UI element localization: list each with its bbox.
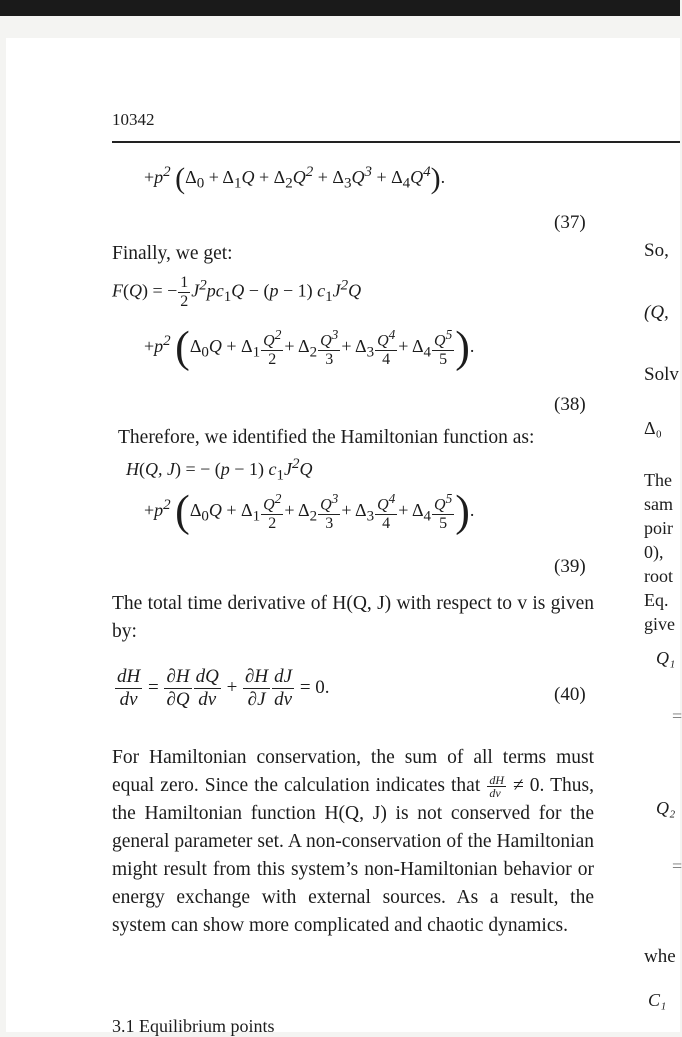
- header-rule: [112, 141, 680, 143]
- right-column-line: Eq.: [644, 590, 669, 610]
- right-column-line: (Q,: [644, 302, 669, 323]
- paragraph-conservation: [112, 744, 594, 940]
- text-finally: Finally, we get:: [112, 243, 233, 264]
- right-column-line: sam: [644, 494, 673, 514]
- paragraph-conservation-part-a: For Hamiltonian conservation, the sum of all terms must equal zero. Since the calculation indicates that: [112, 747, 594, 796]
- text-total-derivative: The total time derivative of H(Q, J) with respect to v is given by:: [112, 593, 594, 642]
- equation-38-line-1: F(Q) = − $\frac{1}{2}$ $J^2pc_1Q - (p - 1)$ $c_1J^2Q$: [112, 274, 362, 310]
- equation-37-number: (37): [554, 212, 586, 233]
- equation-39-number: (39): [554, 556, 586, 577]
- paragraph-conservation-part-b: ≠ 0. Thus, the Hamiltonian function H(Q, J) is not conserved for the general parameter set. A non-conservation of the Hamiltonian might result from this system’s non-Hamiltonian behavior or energy exchange with external sources. As a result, the system can show more complicated and chaotic dynamics.: [112, 775, 595, 936]
- right-column-line: =: [672, 856, 682, 876]
- right-column-line: Q₁: [656, 648, 676, 668]
- equation-38-line-2: $+p^2$ ($\Delta_0Q + \Delta_1$ $\frac{Q^2}{2}$ + $\Delta_2$ $\frac{Q^3}{3}$ + $\Delta_3$ $\frac{Q^4}{4}$ + $\Delta_4$ $\frac{Q^5}{5}$ ).: [144, 322, 475, 372]
- page-number: 10342: [112, 110, 155, 129]
- paper-page: [6, 38, 682, 1036]
- right-column-line: 0),: [644, 542, 664, 562]
- right-column-line: Δ₀: [644, 418, 662, 438]
- equation-39-line-2: $+p^2$ ($\Delta_0Q + \Delta_1$ $\frac{Q^2}{2}$ + $\Delta_2$ $\frac{Q^3}{3}$ + $\Delta_3$ $\frac{Q^4}{4}$ + $\Delta_4$ $\frac{Q^5}{5}$ ).: [144, 486, 475, 536]
- section-heading: 3.1 Equilibrium points: [112, 1016, 275, 1036]
- top-bar: [0, 0, 680, 16]
- equation-40: $\frac{dH}{dv}$ = $\frac{\partial H}{\partial Q}$ $\frac{dQ}{dv}$ + $\frac{\partial H}{\partial J}$ $\frac{dJ}{dv}$ = 0.: [117, 666, 330, 710]
- inline-fraction-dH-dv: $\frac{dH}{dv}$: [489, 773, 504, 801]
- equation-38-number: (38): [554, 394, 586, 415]
- right-column-line: =: [672, 706, 682, 726]
- equation-37: $+p^2$ $(\Delta_0 + \Delta_1Q + \Delta_2Q^2 + \Delta_3Q^3 + \Delta_4Q^4)$.: [144, 162, 446, 195]
- right-column-line: poir: [644, 518, 673, 538]
- equation-40-number: (40): [554, 684, 586, 705]
- right-column-line: Solv: [644, 364, 679, 385]
- right-column-line: give: [644, 614, 675, 634]
- equation-39-line-1: H(Q, J) = − (p − 1) $c_1J^2Q$: [126, 456, 313, 484]
- right-column-line: C₁: [648, 990, 667, 1010]
- right-column-line: root: [644, 566, 673, 586]
- right-column-line: So,: [644, 240, 669, 261]
- right-column-line: Q₂: [656, 798, 676, 818]
- right-column-line: whe: [644, 946, 676, 967]
- text-therefore: Therefore, we identified the Hamiltonian function as:: [118, 427, 535, 448]
- right-column-line: The: [644, 470, 672, 490]
